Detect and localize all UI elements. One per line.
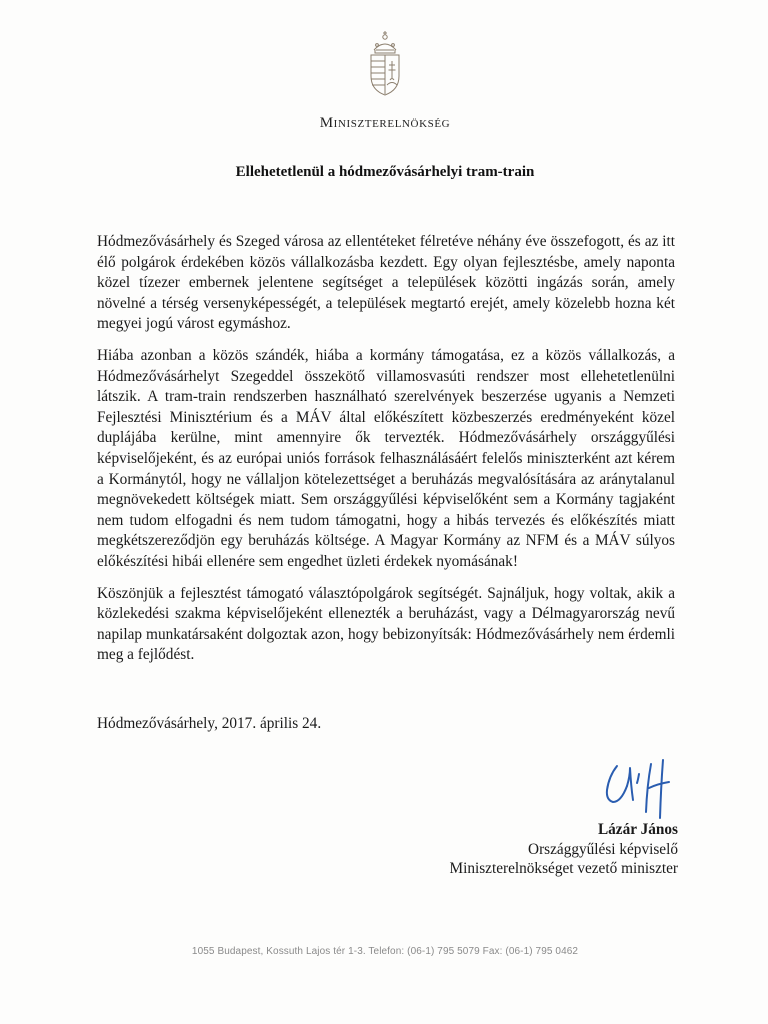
signatory-role: Országgyűlési képviselő xyxy=(528,840,678,858)
paragraph: Hiába azonban a közös szándék, hiába a kormány támogatása, ez a közös vállalkozás, a Hódmezővásárhelyt Szegeddel összekötő villamosvasúti rendszer most ellehetetlenülni látszik. A tram-train rendszerben használható szerelvények beszerzése ugyanis a Nemzeti Fejlesztési Minisztérium és a MÁV által előkészített közbeszerzés eredményeként közel duplájába kerülne, mint amennyire ők tervezték. Hódmezővásárhely országgyűlési képviselőjeként, és az európai uniós források felhasználásáért felelős miniszterként azt kérem a Kormánytól, hogy ne vállaljon kötelezettséget a beruházás megvalósítására az aránytalanul megnövekedett költségek miatt. Sem országgyűlési képviselőként sem a Kormány tagjaként nem tudom elfogadni és nem tudom támogatni, hogy a hibás tervezés és előkészítés miatt megkétszereződjön egy beruházás költsége. A Magyar Kormány az NFM és a MÁV súlyos előkészítési hibái ellenére sem engedhet üzleti érdekek nyomásának! xyxy=(97,346,675,570)
coat-of-arms-icon xyxy=(364,28,406,98)
ministry-name: Miniszterelnökség xyxy=(319,115,451,131)
signatory-title: Miniszterelnökséget vezető miniszter xyxy=(449,860,678,877)
letter-body xyxy=(97,232,675,677)
paragraph: Köszönjük a fejlesztést támogató választópolgárok segítségét. Sajnáljuk, hogy voltak, akik a közlekedési szakma képviselőjeként ellenezték a beruházást, vagy a Délmagyarország nevű napilap munkatársaként dolgoztak azon, hogy bebizonyítsák: Hódmezővásárhely nem érdemli meg a fejlődést. xyxy=(97,584,675,664)
date-line: Hódmezővásárhely, 2017. április 24. xyxy=(97,715,322,732)
paragraph: Hódmezővásárhely és Szeged városa az ellentéteket félretéve néhány éve összefogott, és az itt élő polgárok érdekében közös vállalkozásba kezdett. Egy olyan fejlesztésbe, amely naponta közel tízezer embernek jelentene segítséget a települések közötti ingázás során, amely növelné a térség versenyképességét, a települések megtartó erejét, amely közelebb hozna két megyei jogú várost egymáshoz. xyxy=(97,233,675,333)
footer-address: 1055 Budapest, Kossuth Lajos tér 1-3. Telefon: (06-1) 795 5079 Fax: (06-1) 795 0462 xyxy=(191,946,579,957)
signature-block xyxy=(449,820,678,879)
signatory-name: Lázár János xyxy=(597,821,678,838)
document-title: Ellehetetlenül a hódmezővásárhelyi tram-train xyxy=(235,164,535,180)
signature-icon xyxy=(597,756,689,826)
